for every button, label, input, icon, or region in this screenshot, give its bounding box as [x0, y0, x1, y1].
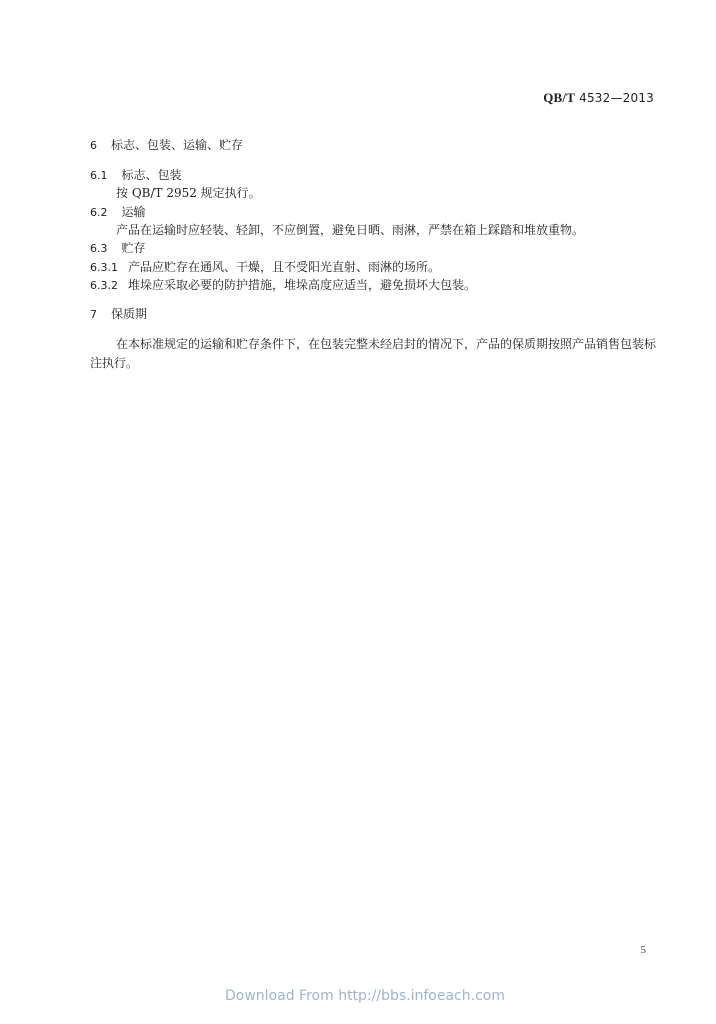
- section-6-1-title: 标志、包装: [121, 168, 182, 182]
- section-6-3-2: [90, 277, 476, 294]
- section-6-heading: [90, 137, 243, 154]
- standard-code-header: [543, 90, 654, 106]
- section-6-3-2-body: 堆垛应采取必要的防护措施，堆垛高度应适当，避免损坏大包装。: [128, 278, 477, 292]
- section-6-1-heading: [90, 167, 182, 184]
- section-7-number: 7: [90, 308, 97, 321]
- page-number: 5: [640, 944, 646, 956]
- standard-prefix: QB/T: [543, 90, 576, 105]
- section-6-3-1-body: 产品应贮存在通风、干燥，且不受阳光直射、雨淋的场所。: [128, 260, 441, 274]
- section-7-body: 在本标准规定的运输和贮存条件下，在包装完整未经启封的情况下，产品的保质期按照产品销售包装标注执行。: [90, 337, 657, 370]
- section-6-2-body: 产品在运输时应轻装、轻卸，不应倒置，避免日晒、雨淋，严禁在箱上踩踏和堆放重物。: [116, 223, 585, 237]
- section-6-2-title: 运输: [121, 205, 146, 219]
- section-6-title: 标志、包装、运输、贮存: [111, 138, 244, 152]
- download-footer-link[interactable]: Download From http://bbs.infoeach.com: [225, 988, 505, 1004]
- section-6-2-number: 6.2: [90, 206, 108, 219]
- section-6-3-1-number: 6.3.1: [90, 261, 118, 274]
- section-6-2-heading: [90, 204, 146, 221]
- section-6-1-number: 6.1: [90, 169, 108, 182]
- section-7-heading: [90, 306, 147, 323]
- section-6-3-1: [90, 259, 440, 276]
- section-6-number: 6: [90, 139, 97, 152]
- section-6-3-number: 6.3: [90, 242, 108, 255]
- section-6-3-title: 贮存: [121, 241, 146, 255]
- section-6-3-2-number: 6.3.2: [90, 279, 118, 292]
- section-7-title: 保质期: [111, 307, 148, 321]
- standard-number: 4532—2013: [579, 91, 654, 105]
- section-6-1-body: 按 QB/T 2952 规定执行。: [116, 186, 261, 200]
- section-6-3-heading: [90, 240, 146, 257]
